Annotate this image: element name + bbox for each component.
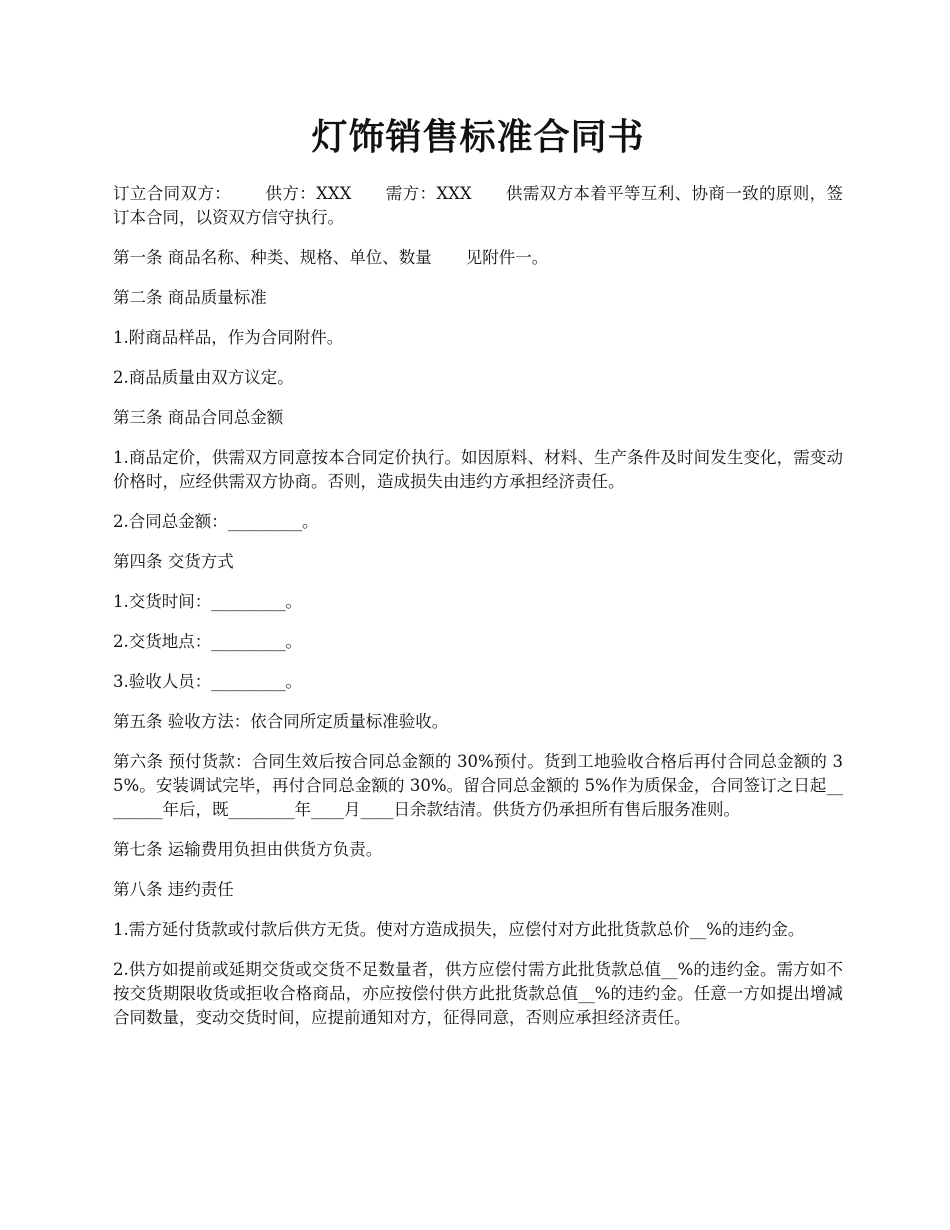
article-3-heading: 第三条 商品合同总金额	[113, 408, 284, 427]
article-4-item-2: 2.交货地点：_________。	[113, 632, 302, 651]
document-page	[113, 112, 843, 1046]
supplier-name: 供方：XXX	[265, 184, 352, 203]
article-8-heading: 第八条 违约责任	[113, 880, 234, 899]
intro-paragraph	[113, 182, 843, 230]
article-4-item-3: 3.验收人员：_________。	[113, 672, 302, 691]
article-4-heading: 第四条 交货方式	[113, 552, 234, 571]
intro-label: 订立合同双方：	[113, 184, 232, 203]
article-4-item-1: 1.交货时间：_________。	[113, 592, 302, 611]
article-2-item-2: 2.商品质量由双方议定。	[113, 368, 294, 387]
article-2-item-1: 1.附商品样品，作为合同附件。	[113, 328, 344, 347]
article-1-text: 第一条 商品名称、种类、规格、单位、数量	[113, 248, 432, 267]
article-5: 第五条 验收方法：依合同所定质量标准验收。	[113, 712, 449, 731]
article-3-item-2: 2.合同总金额：_________。	[113, 512, 319, 531]
buyer-name: 需方：XXX	[385, 184, 472, 203]
article-3-item-1: 1.商品定价，供需双方同意按本合同定价执行。如因原料、材料、生产条件及时间发生变化，需变动价格时，应经供需双方协商。否则，造成损失由违约方承担经济责任。	[113, 448, 843, 491]
article-2-heading: 第二条 商品质量标准	[113, 288, 267, 307]
article-1-ref: 见附件一。	[465, 248, 549, 267]
article-7: 第七条 运输费用负担由供货方负责。	[113, 840, 383, 859]
intro-text: 供需双方本着平等互利、协商一致的原则，签订本合同，以资双方信守执行。	[113, 184, 844, 227]
article-1	[113, 246, 843, 270]
document-title: 灯饰销售标准合同书	[311, 116, 645, 158]
article-8-item-2: 2.供方如提前或延期交货或交货不足数量者，供方应偿付需方此批货款总值__%的违约金。需方如不按交货期限收货或拒收合格商品，亦应按偿付供方此批货款总值__%的违约金。任意一方如提出增减合同数量，变动交货时间，应提前通知对方，征得同意，否则应承担经济责任。	[113, 960, 843, 1027]
article-8-item-1: 1.需方延付货款或付款后供方无货。使对方造成损失，应偿付对方此批货款总价__%的违约金。	[113, 920, 805, 939]
article-6: 第六条 预付货款：合同生效后按合同总金额的 30%预付。货到工地验收合格后再付合同总金额的 35%。安装调试完毕，再付合同总金额的 30%。留合同总金额的 5%作为质保金，合同签订之日起________年后，既________年____月____日余款结清。供货方仍承担所有售后服务准则。	[113, 752, 843, 819]
